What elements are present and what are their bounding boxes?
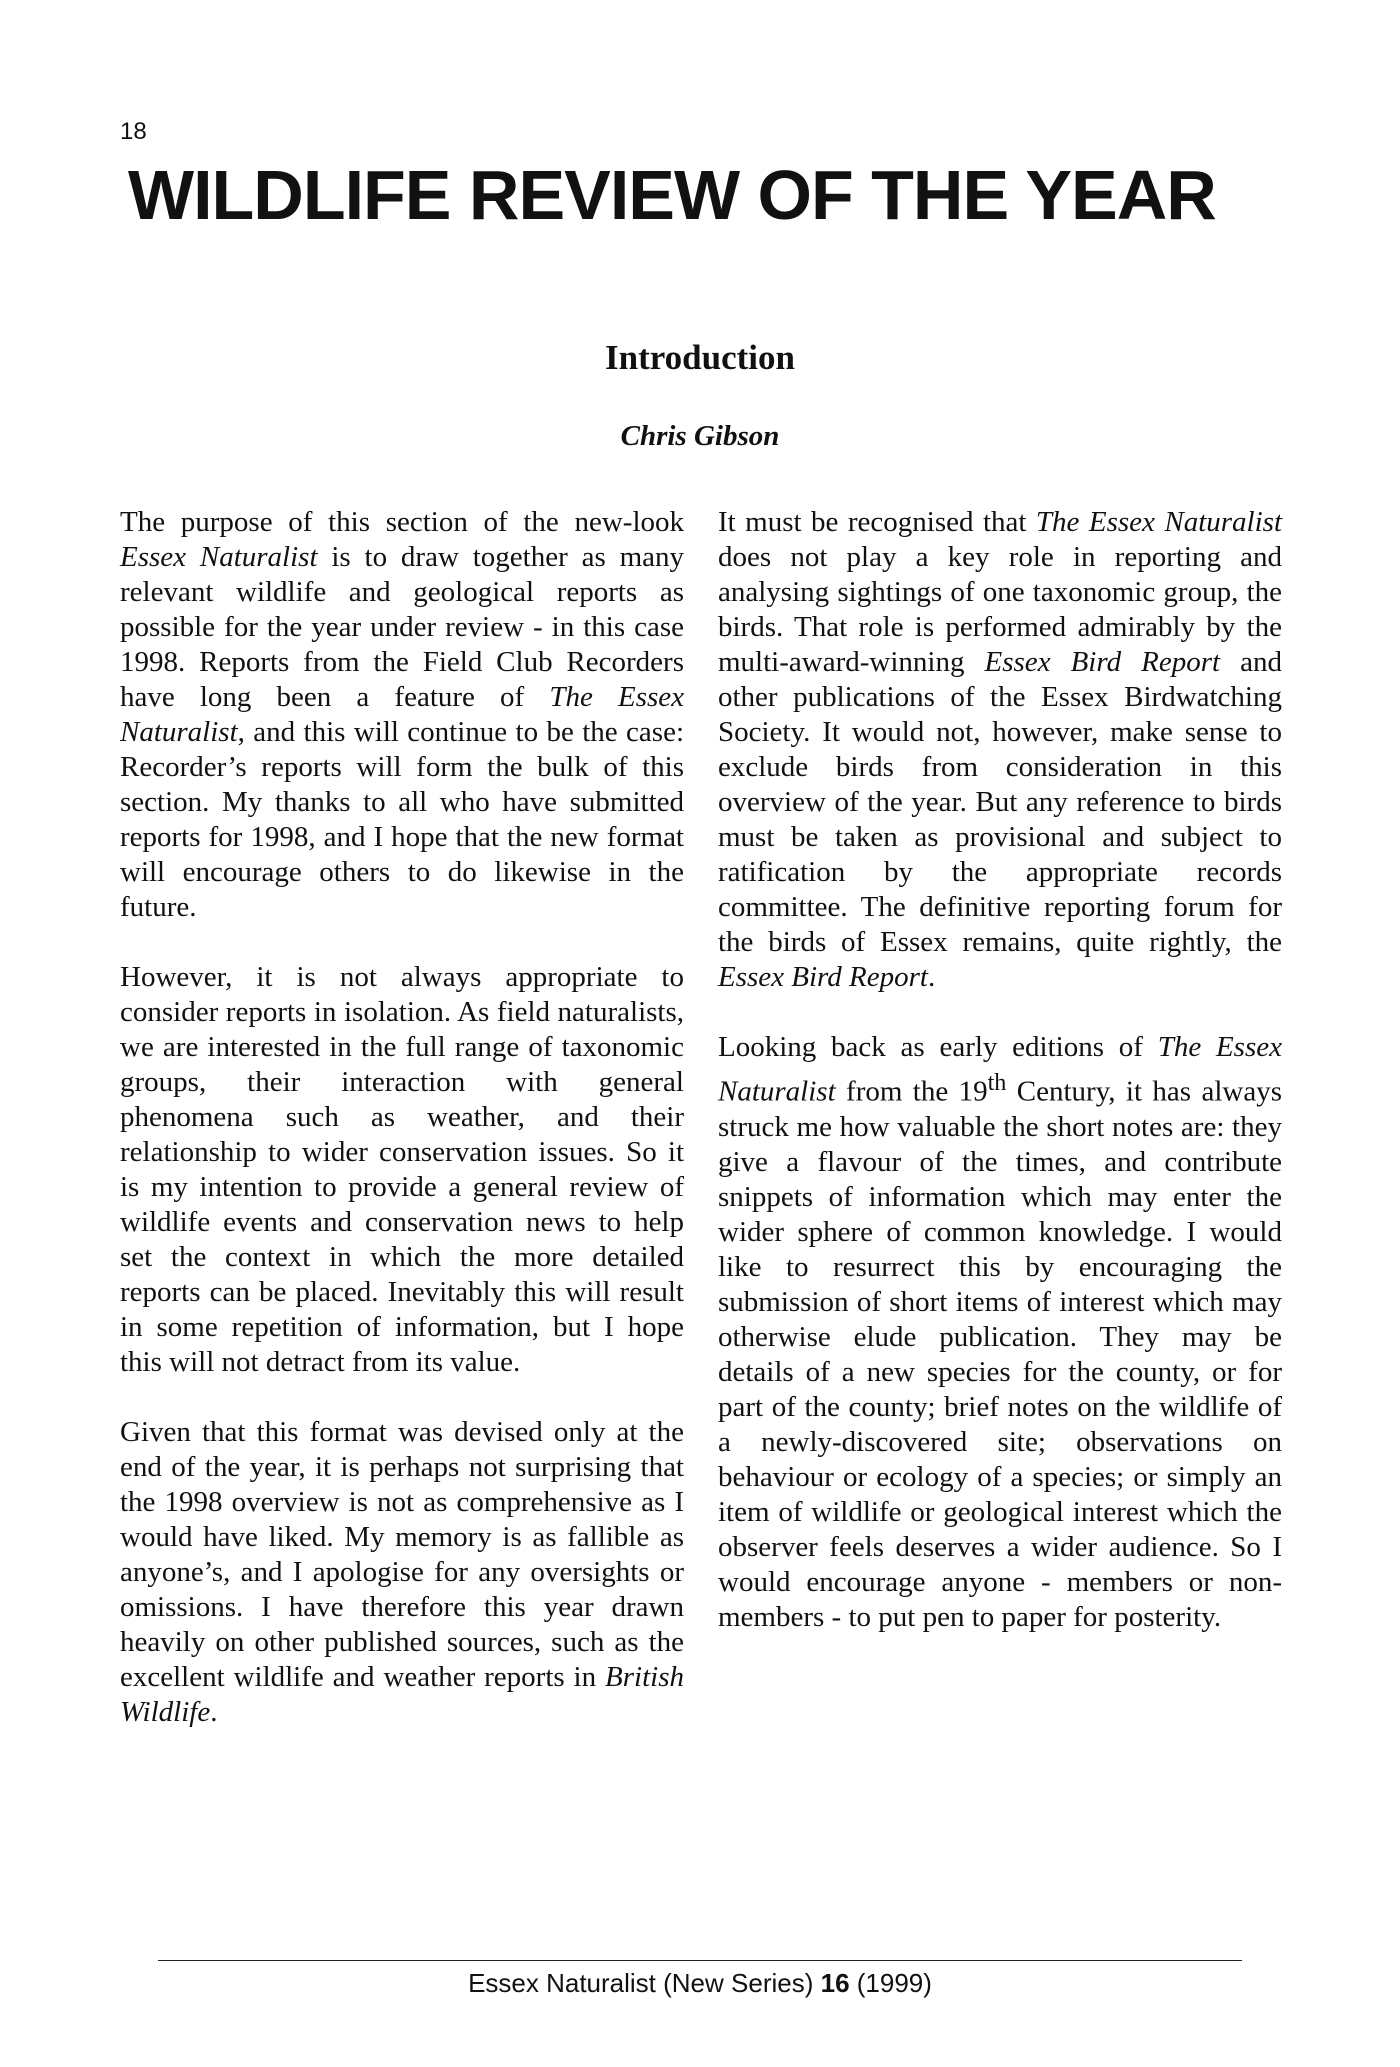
journal-name: Essex Naturalist (New Series) xyxy=(468,1968,821,1998)
footer-rule xyxy=(158,1960,1242,1961)
italic-title: Essex Bird Report xyxy=(984,646,1221,678)
left-column xyxy=(120,505,684,1765)
paragraph xyxy=(718,1030,1282,1635)
text-run: is to draw together as many relevant wildlife and geological reports as possible for the year under review - in this case 1998. Reports from the Field Club Recorders have long been a feature of xyxy=(120,541,684,713)
superscript: th xyxy=(987,1069,1007,1096)
italic-title: The Essex Naturalist xyxy=(718,1031,1282,1108)
footer-citation xyxy=(0,1968,1400,1999)
text-run: , and this will continue to be the case: Recorder’s reports will form the bulk of this section. My thanks to all who have submitted reports for 1998, and I hope that the new format will encourage others to do likewise in the future. xyxy=(120,716,684,923)
text-run: and other publications of the Essex Birdwatching Society. It would not, however, make sense to exclude birds from consideration in this overview of the year. But any reference to birds must be taken as provisional and subject to ratification by the appropriate records committee. The definitive reporting forum for the birds of Essex remains, quite rightly, the xyxy=(718,646,1282,958)
text-run: The purpose of this section of the new-look xyxy=(120,506,684,538)
section-heading: Introduction xyxy=(605,338,795,377)
text-run: does not play a key role in reporting and analysing sightings of one taxonomic group, the birds. That role is performed admirably by the multi-award-winning xyxy=(718,541,1282,678)
text-run: It must be recognised that xyxy=(718,506,1036,538)
year: (1999) xyxy=(849,1968,932,1998)
italic-title: Essex Bird Report xyxy=(718,961,928,993)
page-title: WILDLIFE REVIEW OF THE YEAR xyxy=(128,156,1216,234)
paragraph xyxy=(120,505,684,925)
text-run: from the 19 xyxy=(835,1075,988,1108)
text-run: . xyxy=(927,961,936,993)
italic-title: British Wildlife xyxy=(120,1661,684,1728)
text-run: Looking back as early editions of xyxy=(718,1031,1158,1063)
author-byline: Chris Gibson xyxy=(620,420,780,452)
text-run: . xyxy=(210,1696,218,1728)
paragraph xyxy=(120,1415,684,1730)
italic-title: Essex Naturalist xyxy=(120,541,318,573)
text-run: Century, it has always struck me how valuable the short notes are: they give a flavour of the times, and contribute snippets of information which may enter the wider sphere of common knowledge. I would like to resurrect this by encouraging the submission of short items of interest which may otherwise elude publication. They may be details of a new species for the county, or for part of the county; brief notes on the wildlife of a newly-discovered site; observations on behaviour or ecology of a species; or simply an item of wildlife or geological interest which the observer feels deserves a wider audience. So I would encourage anyone - members or non-members - to put pen to paper for posterity. xyxy=(718,1075,1282,1633)
right-column xyxy=(718,505,1282,1670)
paragraph: However, it is not always appropriate to consider reports in isolation. As field naturalists, we are interested in the full range of taxonomic groups, their interaction with general phenomena such as weather, and their relationship to wider conservation issues. So it is my intention to provide a general review of wildlife events and conservation news to help set the context in which the more detailed reports can be placed. Inevitably this will result in some repetition of information, but I hope this will not detract from its value. xyxy=(120,961,684,1378)
page-number: 18 xyxy=(120,118,147,145)
italic-title: The Essex Naturalist xyxy=(120,681,685,748)
volume-number: 16 xyxy=(820,1968,850,1998)
italic-title: The Essex Naturalist xyxy=(1035,506,1283,538)
text-run: Given that this format was devised only at the end of the year, it is perhaps not surprising that the 1998 overview is not as comprehensive as I would have liked. My memory is as fallible as anyone’s, and I apologise for any oversights or omissions. I have therefore this year drawn heavily on other published sources, such as the excellent wildlife and weather reports in xyxy=(120,1416,684,1693)
paragraph xyxy=(718,505,1282,995)
